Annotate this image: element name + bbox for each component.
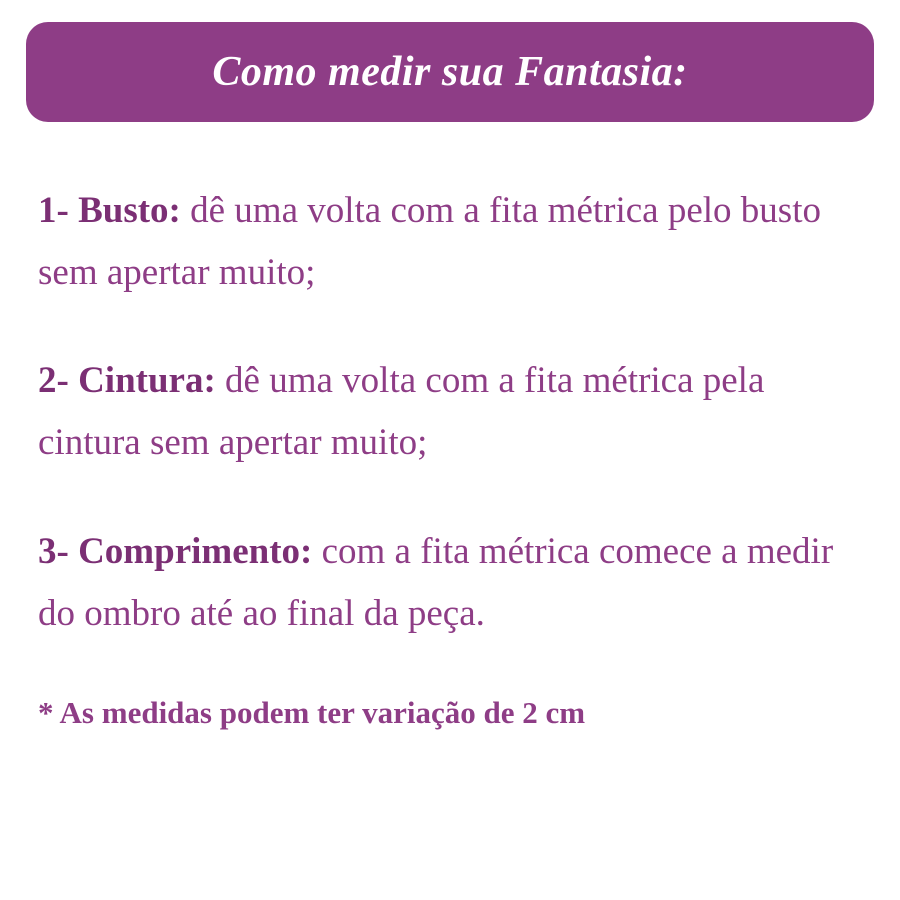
instruction-text-busto: dê uma volta com a fita métrica pelo busto sem apertar muito; [38, 190, 821, 294]
instruction-lead-comprimento: 3- Comprimento: [38, 530, 313, 572]
footnote: * As medidas podem ter variação de 2 cm [38, 694, 586, 730]
header-banner [26, 22, 874, 122]
list-item [38, 350, 864, 474]
list-item [38, 180, 864, 304]
instruction-lead-cintura: 2- Cintura: [38, 360, 216, 402]
instruction-text-comprimento: com a fita métrica comece a medir do ombro até ao final da peça. [38, 530, 834, 634]
instructions-list [26, 180, 874, 645]
instruction-text-cintura: dê uma volta com a fita métrica pela cintura sem apertar muito; [38, 360, 765, 464]
page-title: Como medir sua Fantasia: [212, 49, 688, 95]
list-item [38, 521, 864, 645]
instruction-lead-busto: 1- Busto: [38, 190, 181, 231]
